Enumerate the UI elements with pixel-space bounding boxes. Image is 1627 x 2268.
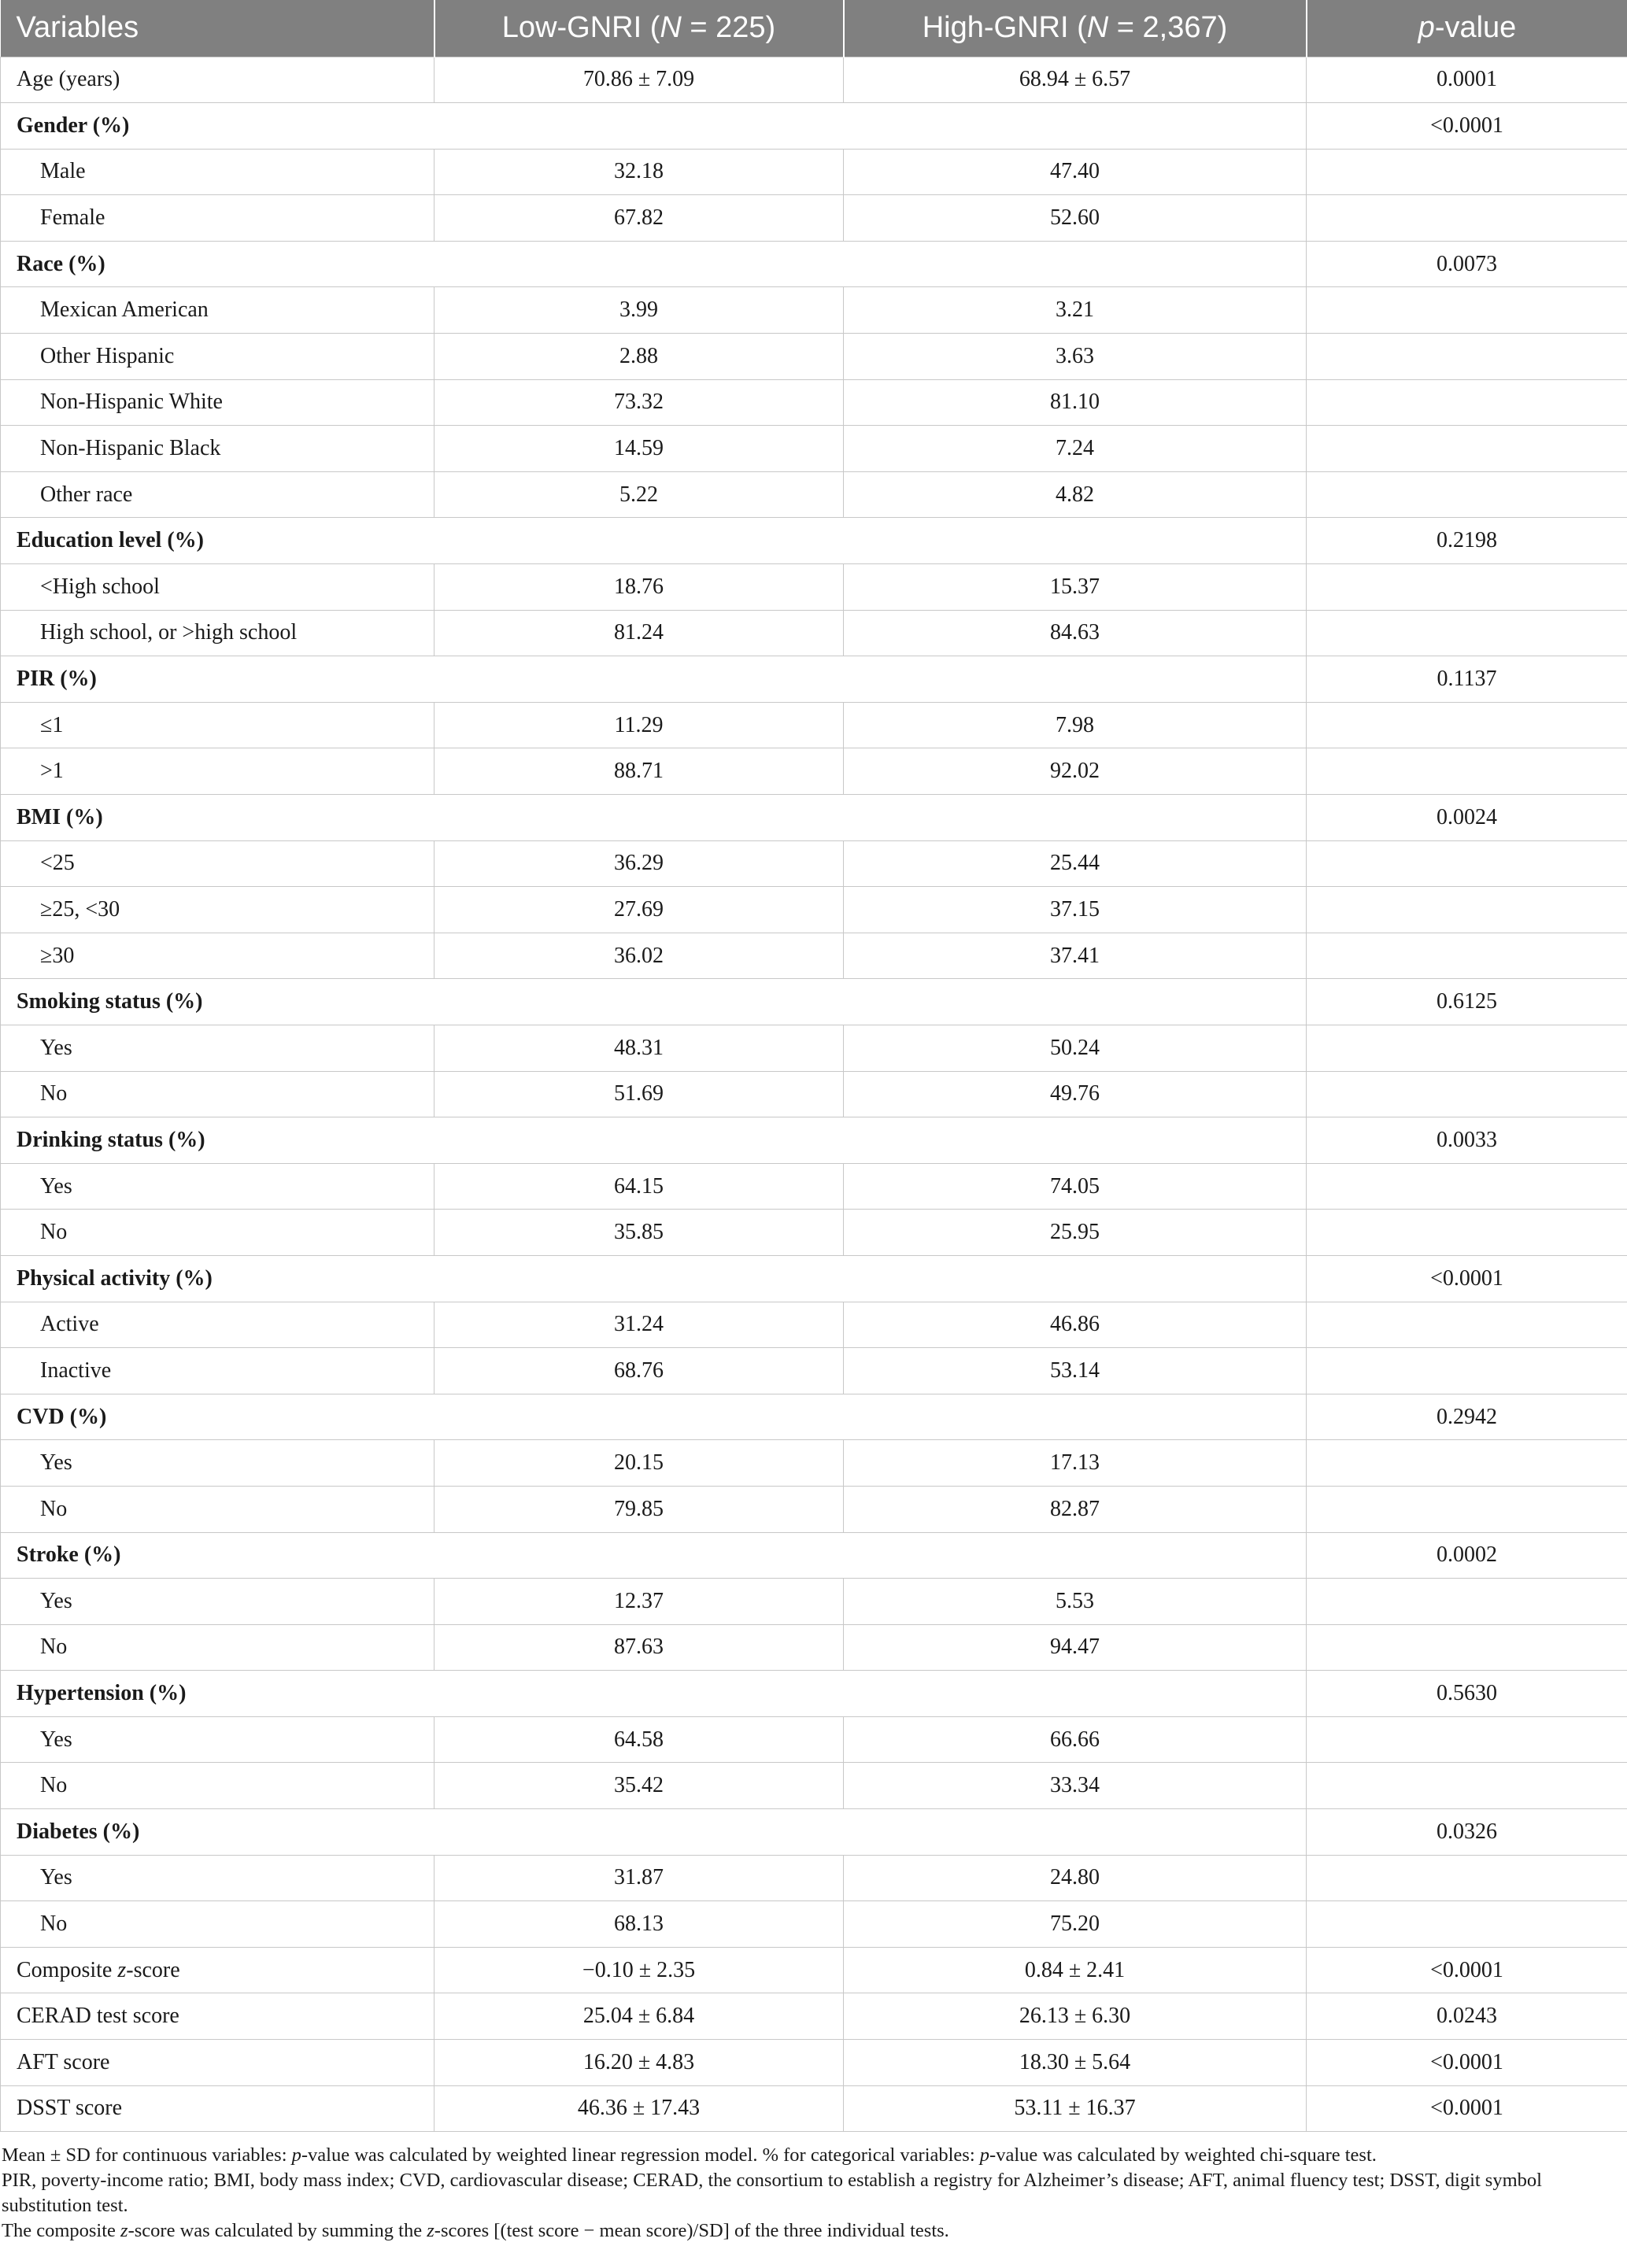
footnote-segment: -score was calculated by summing the [128, 2220, 427, 2242]
cell-p-value [1307, 426, 1627, 472]
table-body [1, 57, 1627, 2132]
table-row [1, 1716, 1627, 1763]
cell-p-value: 0.1137 [1307, 656, 1627, 703]
cell-high-gnri: 7.24 [844, 426, 1307, 472]
cell-p-value [1307, 748, 1627, 795]
cell-variable: BMI (%) [1, 795, 1307, 841]
cell-low-gnri: 67.82 [434, 195, 844, 242]
table-row [1, 887, 1627, 933]
table-header [1, 0, 1627, 57]
cell-variable: No [1, 1763, 434, 1809]
cell-p-value: 0.0243 [1307, 1993, 1627, 2040]
group-row [1, 795, 1627, 841]
table-row [1, 1763, 1627, 1809]
footnote-segment: -value was calculated by weighted chi-square test. [989, 2144, 1377, 2166]
variable-label-part: -score [126, 1957, 180, 1982]
cell-low-gnri: 51.69 [434, 1071, 844, 1117]
table-row [1, 1302, 1627, 1348]
cell-low-gnri: 68.13 [434, 1901, 844, 1948]
cell-variable: Inactive [1, 1348, 434, 1394]
cell-p-value [1307, 1440, 1627, 1487]
cell-low-gnri: 35.42 [434, 1763, 844, 1809]
cell-low-gnri: 48.31 [434, 1025, 844, 1071]
cell-variable: No [1, 1486, 434, 1532]
table-row [1, 1348, 1627, 1394]
cell-high-gnri: 81.10 [844, 379, 1307, 426]
table-row [1, 1071, 1627, 1117]
header-low-gnri [434, 0, 844, 57]
cell-variable: Yes [1, 1716, 434, 1763]
cell-high-gnri: 5.53 [844, 1579, 1307, 1625]
cell-p-value [1307, 840, 1627, 887]
table-row [1, 379, 1627, 426]
cell-low-gnri: 31.87 [434, 1855, 844, 1901]
cell-low-gnri: 31.24 [434, 1302, 844, 1348]
header-variables-label: Variables [16, 11, 139, 45]
cell-p-value [1307, 1302, 1627, 1348]
table-row [1, 1993, 1627, 2040]
cell-low-gnri: 88.71 [434, 748, 844, 795]
cell-variable: <25 [1, 840, 434, 887]
cell-variable: CERAD test score [1, 1993, 434, 2040]
cell-low-gnri: −0.10 ± 2.35 [434, 1947, 844, 1993]
cell-high-gnri: 33.34 [844, 1763, 1307, 1809]
cell-p-value [1307, 1855, 1627, 1901]
cell-p-value [1307, 1624, 1627, 1671]
cell-high-gnri: 3.63 [844, 334, 1307, 380]
cell-p-value [1307, 610, 1627, 656]
cell-p-value [1307, 702, 1627, 748]
cell-high-gnri: 15.37 [844, 564, 1307, 611]
cell-high-gnri: 92.02 [844, 748, 1307, 795]
cell-variable: >1 [1, 748, 434, 795]
group-row [1, 979, 1627, 1025]
header-low-prefix: Low-GNRI ( [501, 11, 660, 45]
table-row [1, 149, 1627, 195]
cell-high-gnri: 66.66 [844, 1716, 1307, 1763]
cell-p-value: <0.0001 [1307, 1255, 1627, 1302]
cell-variable: Physical activity (%) [1, 1255, 1307, 1302]
table-row [1, 2085, 1627, 2132]
table-row [1, 334, 1627, 380]
variable-label-part: z [117, 1957, 127, 1982]
cell-high-gnri: 25.95 [844, 1210, 1307, 1256]
cell-variable: PIR (%) [1, 656, 1307, 703]
group-row [1, 1532, 1627, 1579]
cell-p-value: <0.0001 [1307, 2085, 1627, 2132]
cell-variable: No [1, 1071, 434, 1117]
cell-variable: ≥30 [1, 933, 434, 979]
cell-p-value [1307, 1763, 1627, 1809]
cell-high-gnri: 84.63 [844, 610, 1307, 656]
cell-p-value: 0.0073 [1307, 241, 1627, 287]
table-row [1, 840, 1627, 887]
cell-high-gnri: 0.84 ± 2.41 [844, 1947, 1307, 1993]
group-row [1, 656, 1627, 703]
cell-p-value: 0.0002 [1307, 1532, 1627, 1579]
cell-high-gnri: 94.47 [844, 1624, 1307, 1671]
cell-variable: High school, or >high school [1, 610, 434, 656]
cell-p-value [1307, 1025, 1627, 1071]
cell-p-value [1307, 887, 1627, 933]
table-row [1, 471, 1627, 518]
cell-variable: Stroke (%) [1, 1532, 1307, 1579]
footnote-abbreviations [2, 2168, 1625, 2218]
cell-variable: No [1, 1624, 434, 1671]
table-footnotes [0, 2132, 1627, 2244]
cell-variable: ≤1 [1, 702, 434, 748]
group-row [1, 103, 1627, 150]
table-row [1, 564, 1627, 611]
cell-high-gnri: 3.21 [844, 287, 1307, 334]
cell-low-gnri: 16.20 ± 4.83 [434, 2040, 844, 2086]
table-row [1, 1025, 1627, 1071]
cell-p-value [1307, 1901, 1627, 1948]
cell-p-value: 0.5630 [1307, 1671, 1627, 1717]
cell-variable: Female [1, 195, 434, 242]
cell-variable: Other Hispanic [1, 334, 434, 380]
cell-variable: Education level (%) [1, 518, 1307, 564]
cell-variable: Non-Hispanic Black [1, 426, 434, 472]
cell-variable: Age (years) [1, 57, 434, 103]
cell-high-gnri: 17.13 [844, 1440, 1307, 1487]
group-row [1, 241, 1627, 287]
cell-variable: Yes [1, 1855, 434, 1901]
cell-variable: No [1, 1210, 434, 1256]
cell-high-gnri: 46.86 [844, 1302, 1307, 1348]
cell-variable: Smoking status (%) [1, 979, 1307, 1025]
footnote-segment: z [427, 2220, 434, 2242]
cell-p-value: 0.0001 [1307, 57, 1627, 103]
cell-low-gnri: 79.85 [434, 1486, 844, 1532]
cell-p-value [1307, 195, 1627, 242]
cell-low-gnri: 5.22 [434, 471, 844, 518]
cell-p-value: 0.0326 [1307, 1809, 1627, 1856]
cell-high-gnri: 68.94 ± 6.57 [844, 57, 1307, 103]
cell-high-gnri: 49.76 [844, 1071, 1307, 1117]
table-row [1, 748, 1627, 795]
table-row [1, 1901, 1627, 1948]
cell-variable: Mexican American [1, 287, 434, 334]
cell-p-value: 0.0024 [1307, 795, 1627, 841]
table-row [1, 610, 1627, 656]
cell-low-gnri: 18.76 [434, 564, 844, 611]
footnote-statistics [2, 2143, 1625, 2168]
cell-low-gnri: 70.86 ± 7.09 [434, 57, 844, 103]
cell-high-gnri: 53.14 [844, 1348, 1307, 1394]
footnote-segment: -value was calculated by weighted linear regression model. % for categorical variables: [301, 2144, 980, 2166]
cell-variable: ≥25, <30 [1, 887, 434, 933]
cell-variable: CVD (%) [1, 1394, 1307, 1440]
header-p-value [1307, 0, 1627, 57]
cell-variable: Gender (%) [1, 103, 1307, 150]
group-row [1, 1117, 1627, 1164]
cell-variable: Yes [1, 1163, 434, 1210]
footnote-segment: PIR, poverty-income ratio; BMI, body mass index; CVD, cardiovascular disease; CERAD, the consortium to establish a registry for Alzheimer’s disease; AFT, animal fluency test; DSST, digit symbol substitution test. [2, 2170, 1542, 2217]
cell-p-value [1307, 1579, 1627, 1625]
group-row [1, 518, 1627, 564]
cell-low-gnri: 32.18 [434, 149, 844, 195]
cell-variable: Diabetes (%) [1, 1809, 1307, 1856]
footnote-composite-score [2, 2218, 1625, 2244]
header-high-prefix: High-GNRI ( [922, 11, 1087, 45]
table-row [1, 1440, 1627, 1487]
cell-low-gnri: 64.58 [434, 1716, 844, 1763]
cell-p-value [1307, 564, 1627, 611]
cell-p-value: <0.0001 [1307, 2040, 1627, 2086]
cell-variable: Yes [1, 1025, 434, 1071]
table-row [1, 1624, 1627, 1671]
cell-low-gnri: 3.99 [434, 287, 844, 334]
cell-p-value: 0.2198 [1307, 518, 1627, 564]
cell-low-gnri: 36.29 [434, 840, 844, 887]
cell-high-gnri: 37.15 [844, 887, 1307, 933]
cell-variable: Other race [1, 471, 434, 518]
cell-p-value [1307, 1210, 1627, 1256]
table-row [1, 1579, 1627, 1625]
cell-high-gnri: 50.24 [844, 1025, 1307, 1071]
table-row [1, 933, 1627, 979]
footnote-segment: Mean ± SD for continuous variables: [2, 2144, 292, 2166]
header-high-gnri [844, 0, 1307, 57]
cell-high-gnri: 26.13 ± 6.30 [844, 1993, 1307, 2040]
cell-high-gnri: 74.05 [844, 1163, 1307, 1210]
cell-p-value [1307, 287, 1627, 334]
cell-p-value [1307, 471, 1627, 518]
cell-p-value: 0.6125 [1307, 979, 1627, 1025]
header-p-suffix: -value [1434, 11, 1517, 45]
cell-p-value [1307, 1486, 1627, 1532]
cell-high-gnri: 25.44 [844, 840, 1307, 887]
footnote-segment: z [120, 2220, 128, 2242]
cell-p-value: <0.0001 [1307, 103, 1627, 150]
cell-variable: Race (%) [1, 241, 1307, 287]
table-row [1, 1855, 1627, 1901]
cell-variable: No [1, 1901, 434, 1948]
cell-high-gnri: 75.20 [844, 1901, 1307, 1948]
footnote-segment: -scores [(test score − mean score)/SD] of the three individual tests. [434, 2220, 949, 2242]
table-row [1, 426, 1627, 472]
table-row [1, 57, 1627, 103]
cell-p-value [1307, 933, 1627, 979]
footnote-segment: p [291, 2144, 301, 2166]
header-variables [1, 0, 434, 57]
cell-low-gnri: 12.37 [434, 1579, 844, 1625]
table-row [1, 195, 1627, 242]
group-row [1, 1255, 1627, 1302]
header-high-n: N [1086, 11, 1109, 45]
table-row [1, 2040, 1627, 2086]
cell-variable: AFT score [1, 2040, 434, 2086]
header-high-suffix: = 2,367) [1108, 11, 1228, 45]
cell-low-gnri: 46.36 ± 17.43 [434, 2085, 844, 2132]
cell-low-gnri: 36.02 [434, 933, 844, 979]
cell-high-gnri: 47.40 [844, 149, 1307, 195]
cell-p-value [1307, 149, 1627, 195]
cell-p-value: 0.0033 [1307, 1117, 1627, 1164]
cell-variable: Non-Hispanic White [1, 379, 434, 426]
group-row [1, 1394, 1627, 1440]
cell-low-gnri: 35.85 [434, 1210, 844, 1256]
cell-variable: <High school [1, 564, 434, 611]
cell-high-gnri: 52.60 [844, 195, 1307, 242]
cell-low-gnri: 25.04 ± 6.84 [434, 1993, 844, 2040]
cell-low-gnri: 81.24 [434, 610, 844, 656]
cell-low-gnri: 68.76 [434, 1348, 844, 1394]
footnote-segment: p [979, 2144, 990, 2166]
group-row [1, 1671, 1627, 1717]
table-row [1, 1947, 1627, 1993]
variable-label-part: Composite [17, 1957, 118, 1982]
cell-variable: Active [1, 1302, 434, 1348]
cell-variable: Yes [1, 1579, 434, 1625]
cell-p-value [1307, 1071, 1627, 1117]
table-row [1, 1210, 1627, 1256]
cell-p-value: <0.0001 [1307, 1947, 1627, 1993]
cell-low-gnri: 64.15 [434, 1163, 844, 1210]
group-row [1, 1809, 1627, 1856]
cell-high-gnri: 53.11 ± 16.37 [844, 2085, 1307, 2132]
cell-low-gnri: 73.32 [434, 379, 844, 426]
cell-variable: Drinking status (%) [1, 1117, 1307, 1164]
cell-p-value: 0.2942 [1307, 1394, 1627, 1440]
table-row [1, 1486, 1627, 1532]
table-row [1, 1163, 1627, 1210]
header-row [1, 0, 1627, 57]
cell-p-value [1307, 379, 1627, 426]
cell-high-gnri: 24.80 [844, 1855, 1307, 1901]
cell-variable: Yes [1, 1440, 434, 1487]
cell-low-gnri: 2.88 [434, 334, 844, 380]
cell-high-gnri: 7.98 [844, 702, 1307, 748]
footnote-segment: The composite [2, 2220, 121, 2242]
cell-p-value [1307, 334, 1627, 380]
cell-low-gnri: 27.69 [434, 887, 844, 933]
cell-high-gnri: 37.41 [844, 933, 1307, 979]
cell-variable [1, 1947, 434, 1993]
cell-high-gnri: 4.82 [844, 471, 1307, 518]
cell-low-gnri: 14.59 [434, 426, 844, 472]
cell-p-value [1307, 1163, 1627, 1210]
cell-high-gnri: 18.30 ± 5.64 [844, 2040, 1307, 2086]
header-low-suffix: = 225) [681, 11, 776, 45]
table-row [1, 287, 1627, 334]
cell-p-value [1307, 1716, 1627, 1763]
cell-p-value [1307, 1348, 1627, 1394]
header-low-n: N [660, 11, 682, 45]
cell-high-gnri: 82.87 [844, 1486, 1307, 1532]
cell-low-gnri: 11.29 [434, 702, 844, 748]
cell-low-gnri: 87.63 [434, 1624, 844, 1671]
table-row [1, 702, 1627, 748]
cell-low-gnri: 20.15 [434, 1440, 844, 1487]
header-p-symbol: p [1418, 11, 1435, 45]
cell-variable: Hypertension (%) [1, 1671, 1307, 1717]
cell-variable: Male [1, 149, 434, 195]
cell-variable: DSST score [1, 2085, 434, 2132]
